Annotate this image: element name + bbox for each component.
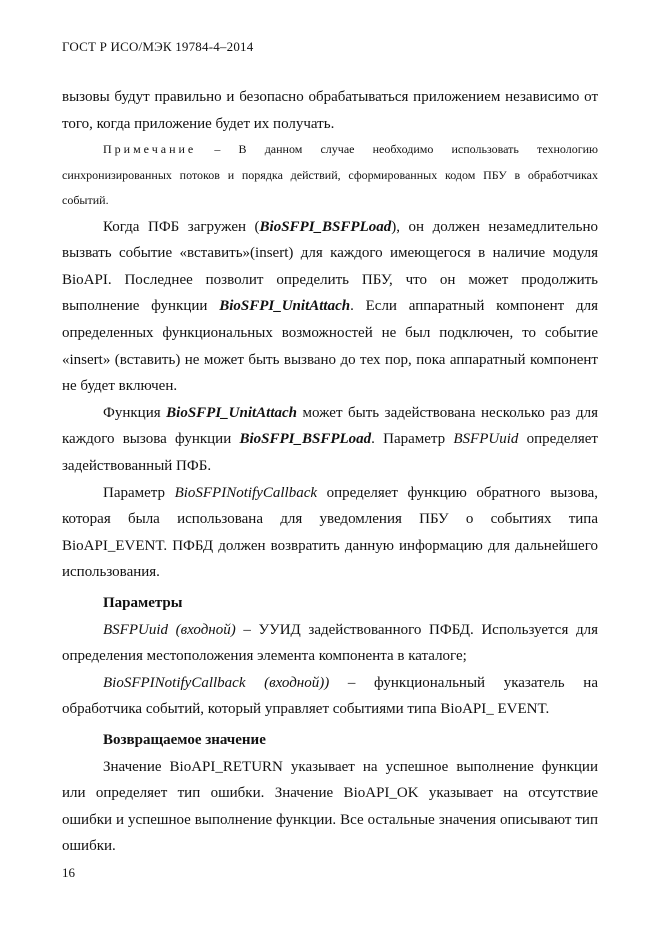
parameter-notify-callback — [62, 670, 598, 723]
text-run: определяет задействованный ПФБ. — [62, 431, 598, 475]
text-run: Функция — [103, 404, 167, 421]
text-run: Когда ПФБ загружен ( — [103, 218, 260, 235]
parameters-heading: Параметры — [103, 595, 183, 611]
paragraph-continuation: вызовы будут правильно и безопасно обрабатываться приложением независимо от того, когда приложение будет их получать. — [62, 89, 598, 132]
page-number: 16 — [62, 865, 75, 880]
function-name: BioSFPI_UnitAttach — [166, 404, 298, 421]
parameter-name: BSFPUuid — [453, 431, 519, 448]
paragraph-bsfp-load — [62, 214, 598, 400]
return-value-heading: Возвращаемое значение — [103, 731, 266, 748]
document-body — [62, 84, 598, 860]
text-run: – функциональный указатель на обработчика событий, который управляет событиями типа BioAPI_ EVENT. — [62, 674, 598, 718]
function-name: BioSFPI_UnitAttach — [219, 298, 351, 315]
note-paragraph — [62, 137, 598, 214]
parameter-bsfpuuid — [62, 617, 598, 670]
paragraph-notify-callback — [62, 480, 598, 586]
text-run: ), он должен незамедлительно вызвать событие «вставить»(insert) для каждого имеющегося в наличие модуля BioAPI. Последнее позволит определить ПБУ, что он может продолжить выполнение функции — [62, 218, 598, 315]
parameter-name: BioSFPINotifyCallback — [174, 484, 318, 501]
text-run: Параметр — [103, 484, 175, 501]
function-name: BioSFPI_BSFPLoad — [259, 218, 392, 235]
text-run: – УУИД задействованного ПФБД. Используется для определения местоположения элемента компонента в каталоге; — [62, 621, 598, 665]
return-value-paragraph: Значение BioAPI_RETURN указывает на успешное выполнение функции или определяет тип ошибки. Значение BioAPI_OK указывает на отсутствие ошибки и успешное выполнение функции. Все остальные значения описывают тип ошибки. — [62, 758, 598, 855]
function-name: BioSFPI_BSFPLoad — [239, 431, 372, 448]
text-run: . Параметр — [371, 431, 454, 448]
document-header: ГОСТ Р ИСО/МЭК 19784-4–2014 — [62, 39, 254, 54]
text-run: . Если аппаратный компонент для определенных функциональных возможностей не был подключен, то событие «insert» (вставить) не может быть вызвано до тех пор, пока аппаратный компонент не будет включен. — [62, 298, 598, 395]
note-label: Примечание — [103, 142, 197, 157]
parameter-name: BioSFPINotifyCallback (входной)) — [103, 674, 330, 691]
text-run: может быть задействована несколько раз для каждого вызова функции — [62, 404, 599, 448]
text-run: определяет функцию обратного вызова, которая была использована для уведомления ПБУ о событиях типа BioAPI_EVENT. ПФБД должен возвратить данную информацию для дальнейшего использования. — [62, 484, 598, 581]
parameter-name: BSFPUuid (входной) — [103, 621, 236, 638]
paragraph-unit-attach — [62, 400, 598, 480]
note-text: – В данном случае необходимо использовать технологию синхронизированных потоков и порядка действий, сформированных кодом ПБУ в обработчиках событий. — [62, 142, 598, 208]
